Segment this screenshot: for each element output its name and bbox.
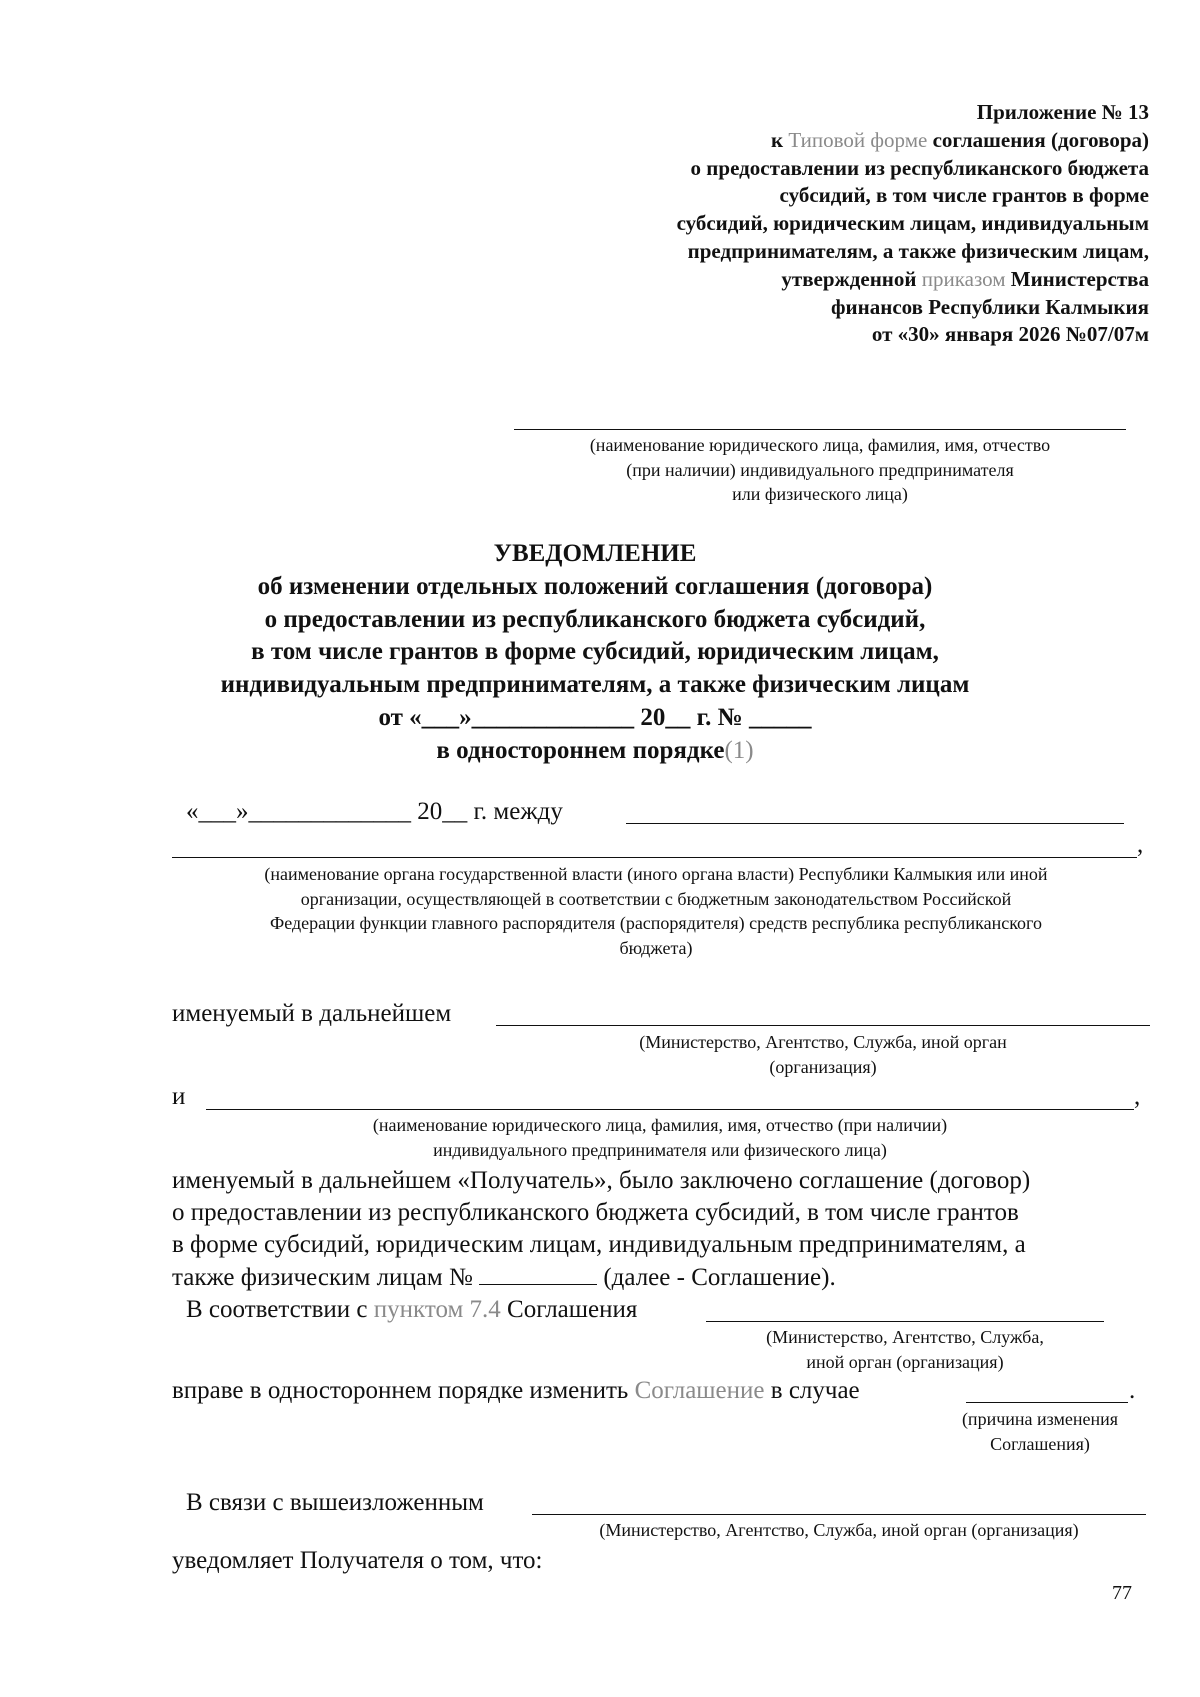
title-line-2: о предоставлении из республиканского бюджета субсидий, [264,605,926,633]
ministry-caption-3: (Министерство, Агентство, Служба, иной орган (организация) [599,1520,1079,1540]
notice-title [150,538,1040,768]
between-party-blank [626,823,1124,824]
agreement-number-blank [479,1262,597,1285]
accordance-line: В соответствии с пунктом 7.4 Соглашения [186,1296,638,1323]
entity-name-comma: , [1134,1083,1141,1110]
named-hereinafter-1: именуемый в дальнейшем [172,1000,452,1027]
ministry-blank-3 [532,1514,1146,1515]
main-para-line-4: также физическим лицам № (далее - Соглашение). [172,1263,836,1291]
main-paragraph [172,1165,1030,1294]
recipient-blank [514,429,1126,430]
ministry-blank-1 [496,1025,1150,1026]
organ-name-comma: , [1137,831,1144,858]
notify-line: уведомляет Получателя о том, что: [172,1547,543,1574]
title-heading: УВЕДОМЛЕНИЕ [493,540,697,567]
standard-form-link[interactable]: Типовой форме [788,127,928,152]
entitled-end: . [1129,1377,1136,1404]
entity-caption: (наименование юридического лица, фамилия, имя, отчество (при наличии) индивидуального предпринимателя или физического лица) [372,1115,948,1160]
reason-blank [966,1402,1128,1403]
order-link[interactable]: приказом [921,266,1006,291]
date-between-line: «___»_____________ 20__ г. между [186,798,563,825]
reason-caption: (причина изменения Соглашения) [961,1409,1119,1454]
organ-name-blank [172,857,1137,858]
ministry-caption-1: (Министерство, Агентство, Служба, иной орган (организация) [639,1032,1007,1077]
organ-caption: (наименование органа государственной власти (иного органа власти) Республики Калмыкия или иной организации, осуществляющей в соответствии с бюджетным законодательством Российской Федерации функции главного распорядителя (распорядителя) средств республика республиканского бюджета) [264,864,1048,958]
entitled-line: вправе в одностороннем порядке изменить Соглашение в случае [172,1377,860,1404]
title-line-3: в том числе грантов в форме субсидий, юридическим лицам, [251,638,939,666]
title-line-1: об изменении отдельных положений соглашения (договора) [257,572,933,600]
ministry-caption-2: (Министерство, Агентство, Служба, иной орган (организация) [766,1327,1044,1372]
main-para-line-3: в форме субсидий, юридическим лицам, индивидуальным предпринимателям, а [172,1231,1026,1259]
appendix-number: Приложение № 13 [976,100,1149,124]
appendix-line-3: о предоставлении из республиканского бюджета [690,155,1149,180]
appendix-header [677,99,1149,349]
appendix-line-8: финансов Республики Калмыкия [831,294,1149,319]
title-line-4: индивидуальным предпринимателям, а также физическим лицам [220,671,970,699]
footnote-ref[interactable]: (1) [724,736,754,764]
title-unilateral: в одностороннем порядке(1) [436,736,754,764]
appendix-line-4: субсидий, в том числе грантов в форме [779,183,1149,208]
page-number: 77 [1112,1582,1132,1604]
appendix-date: от «30» января 2026 №07/07м [871,322,1149,347]
appendix-line-5: субсидий, юридическим лицам, индивидуальным [676,211,1149,236]
appendix-line-2: к Типовой форме соглашения (договора) [771,127,1149,152]
clause-link[interactable]: пунктом 7.4 [373,1296,501,1323]
appendix-line-7: утвержденной приказом Министерства [781,266,1149,291]
appendix-line-6: предпринимателям, а также физическим лицам, [687,238,1149,263]
agreement-link[interactable]: Соглашение [634,1377,765,1404]
consequence-line: В связи с вышеизложенным [186,1489,484,1516]
recipient-caption: (наименование юридического лица, фамилия, имя, отчество (при наличии) индивидуального предпринимателя или физического лица) [589,435,1051,504]
main-para-line-2: о предоставлении из республиканского бюджета субсидий, в том числе грантов [172,1199,1019,1227]
main-para-line-1: именуемый в дальнейшем «Получатель», было заключено соглашение (договор) [172,1167,1031,1194]
entity-name-blank [206,1109,1134,1110]
ministry-blank-2 [706,1321,1104,1322]
title-date-number: от «___»_____________ 20__ г. № _____ [378,703,812,731]
and-word: и [172,1083,186,1110]
